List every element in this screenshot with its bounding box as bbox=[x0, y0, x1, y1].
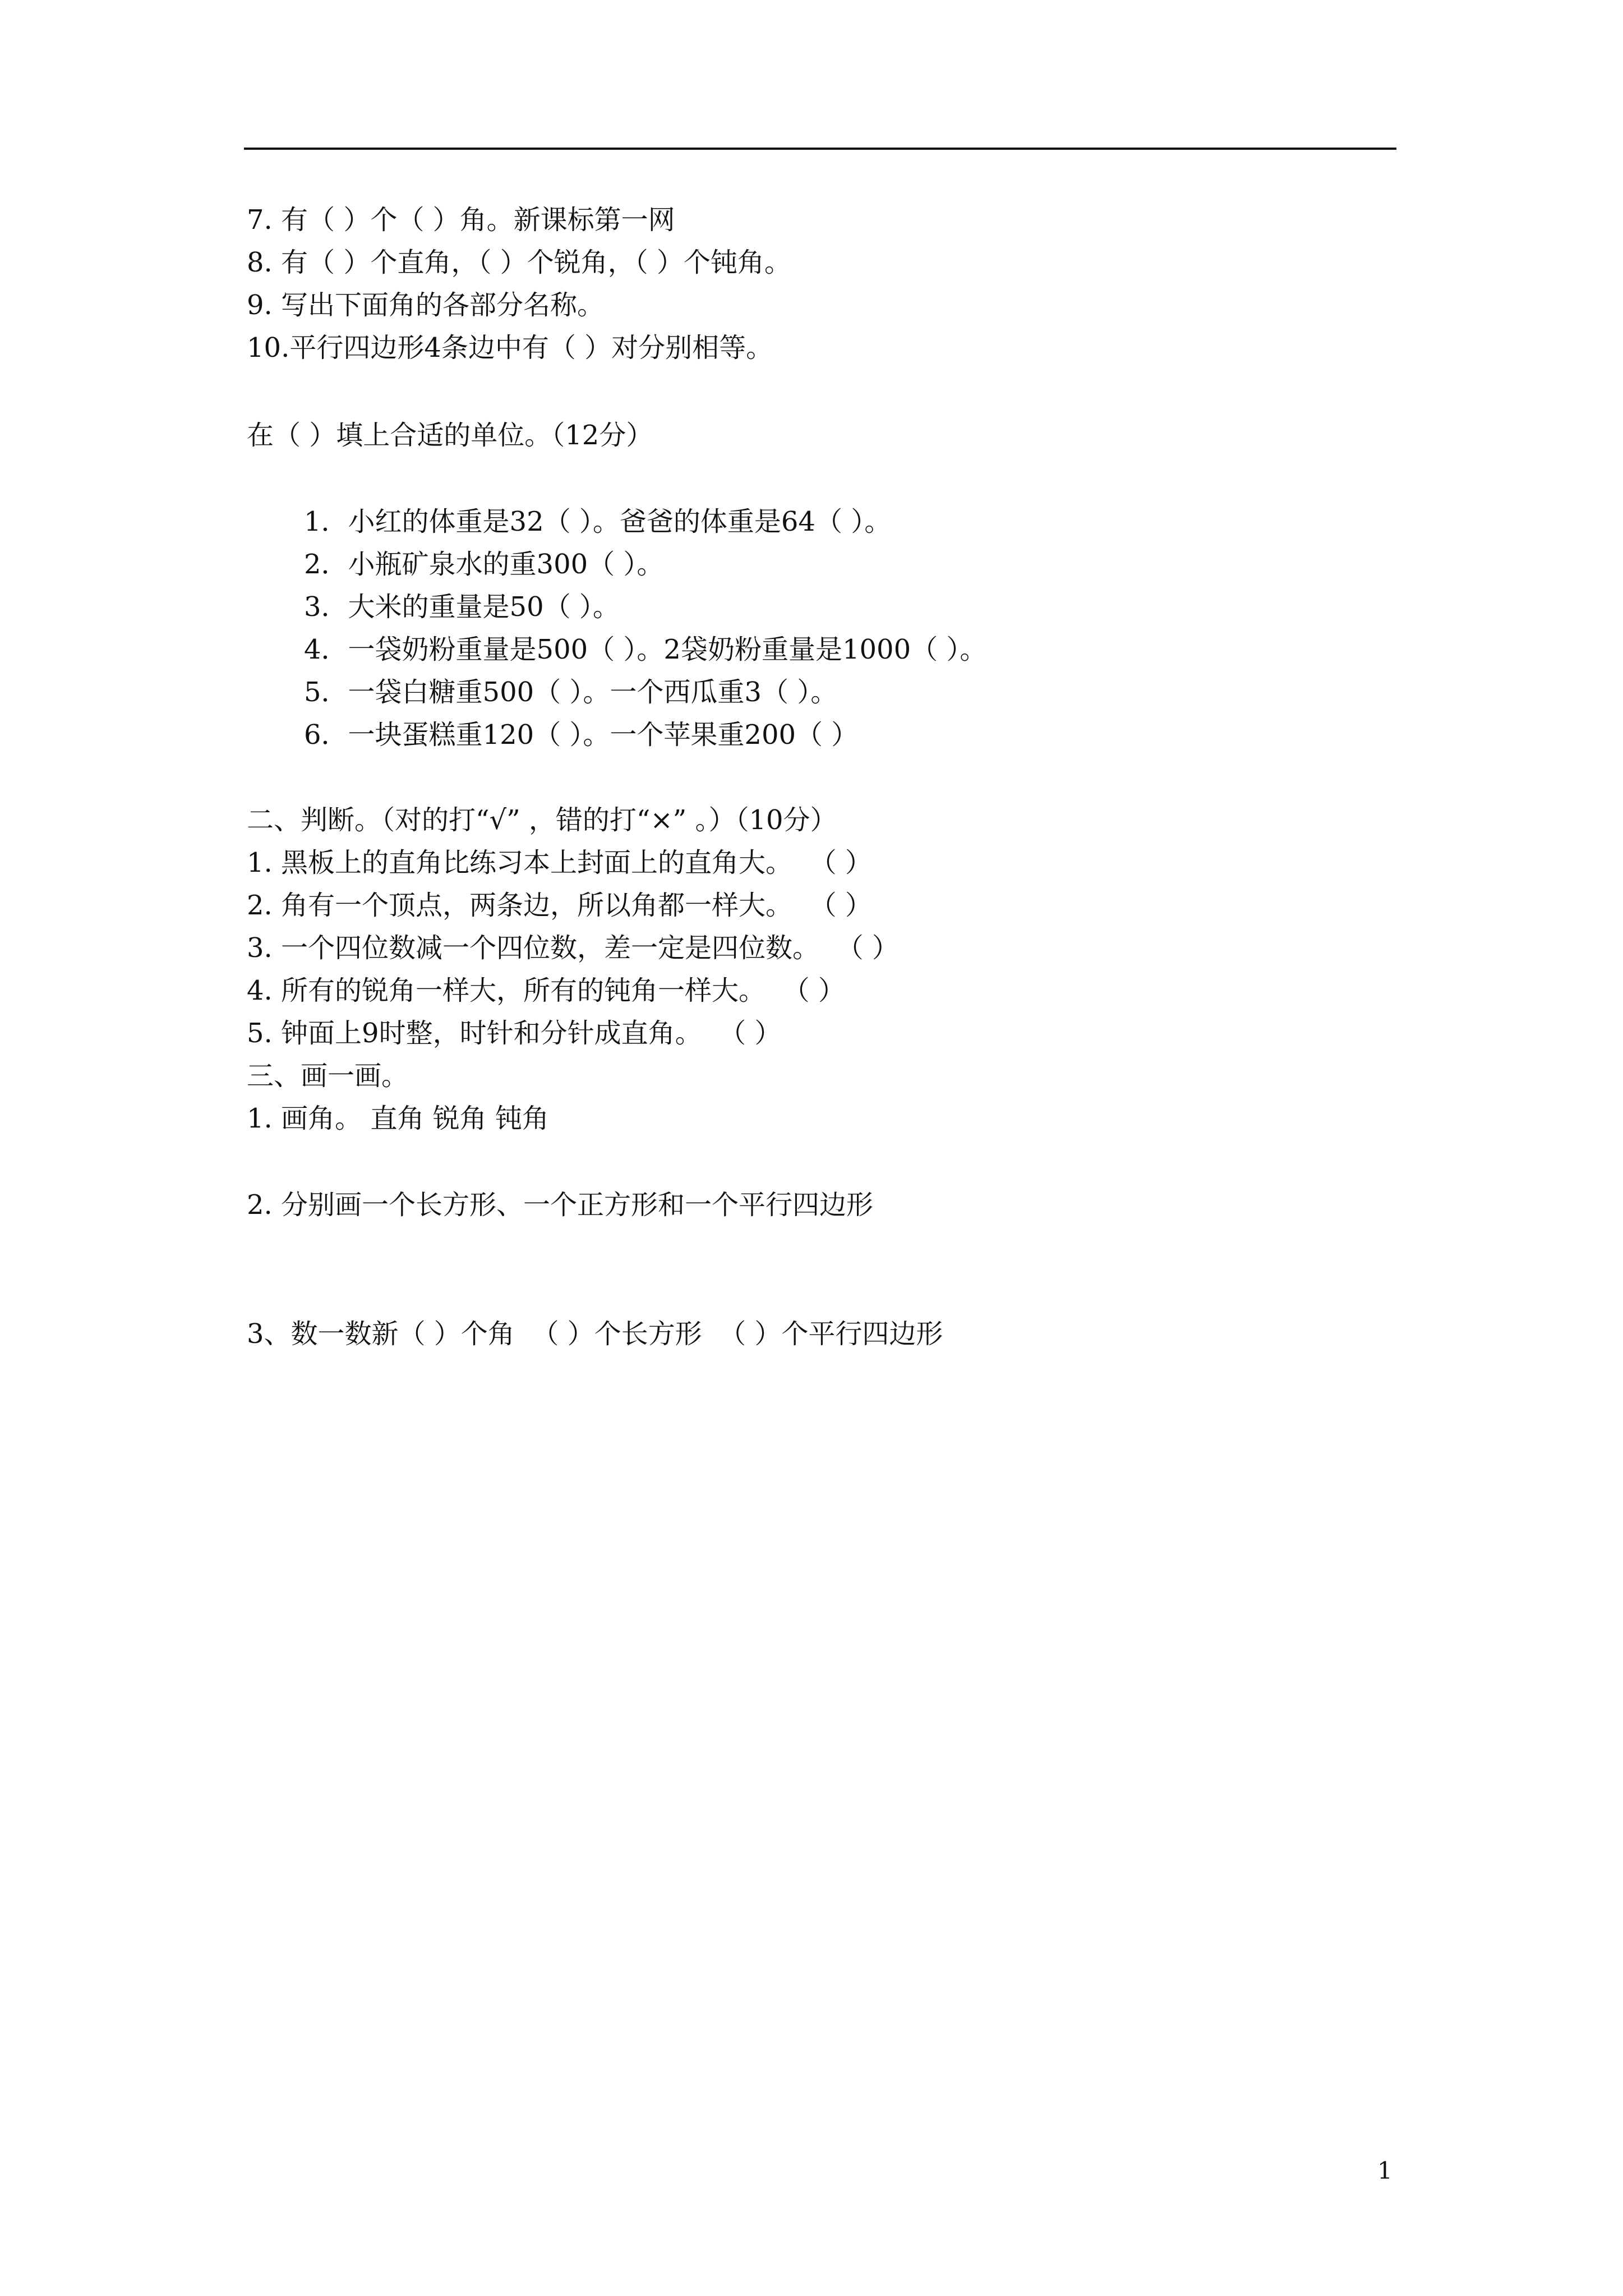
draw-section-title: 三、画一画。 bbox=[247, 1060, 409, 1092]
units-item-5: 5．一袋白糖重500（ ）。一个西瓜重3（ ）。 bbox=[304, 677, 838, 708]
judge-item-3: 3. 一个四位数减一个四位数，差一定是四位数。 （ ） bbox=[247, 932, 899, 964]
judge-item-1: 1. 黑板上的直角比练习本上封面上的直角大。 （ ） bbox=[247, 847, 872, 878]
judge-item-4: 4. 所有的锐角一样大，所有的钝角一样大。 （ ） bbox=[247, 975, 845, 1006]
draw-item-3: 3、数一数新（ ）个角 （ ）个长方形 （ ）个平行四边形 bbox=[247, 1318, 943, 1350]
units-item-6: 6．一块蛋糕重120（ ）。一个苹果重200（ ） bbox=[304, 719, 859, 751]
units-section-title: 在（ ）填上合适的单位。（12分） bbox=[247, 420, 653, 451]
header-rule bbox=[244, 148, 1396, 150]
units-item-2: 2．小瓶矿泉水的重300（ ）。 bbox=[304, 549, 664, 580]
page-number: 1 bbox=[1377, 2157, 1393, 2184]
draw-item-2: 2. 分别画一个长方形、一个正方形和一个平行四边形 bbox=[247, 1189, 874, 1221]
fill-item-9: 9. 写出下面角的各部分名称。 bbox=[247, 289, 605, 321]
draw-item-1: 1. 画角。 直角 锐角 钝角 bbox=[247, 1103, 549, 1134]
judge-item-5: 5. 钟面上9时整，时针和分针成直角。 （ ） bbox=[247, 1018, 782, 1049]
judge-section-title: 二、判断。（对的打“√” ，错的打“×” 。）（10分） bbox=[247, 804, 837, 836]
fill-item-7: 7. 有（ ）个（ ）角。新课标第一网 bbox=[247, 204, 675, 236]
fill-item-10: 10.平行四边形4条边中有（ ）对分别相等。 bbox=[247, 332, 773, 364]
judge-item-2: 2. 角有一个顶点，两条边，所以角都一样大。 （ ） bbox=[247, 890, 872, 921]
units-item-4: 4．一袋奶粉重量是500（ ）。2袋奶粉重量是1000（ ）。 bbox=[304, 634, 987, 665]
fill-item-8: 8. 有（ ）个直角，（ ）个锐角，（ ）个钝角。 bbox=[247, 247, 791, 278]
units-item-3: 3．大米的重量是50（ ）。 bbox=[304, 591, 620, 623]
units-item-1: 1．小红的体重是32（ ）。爸爸的体重是64（ ）。 bbox=[304, 506, 892, 537]
